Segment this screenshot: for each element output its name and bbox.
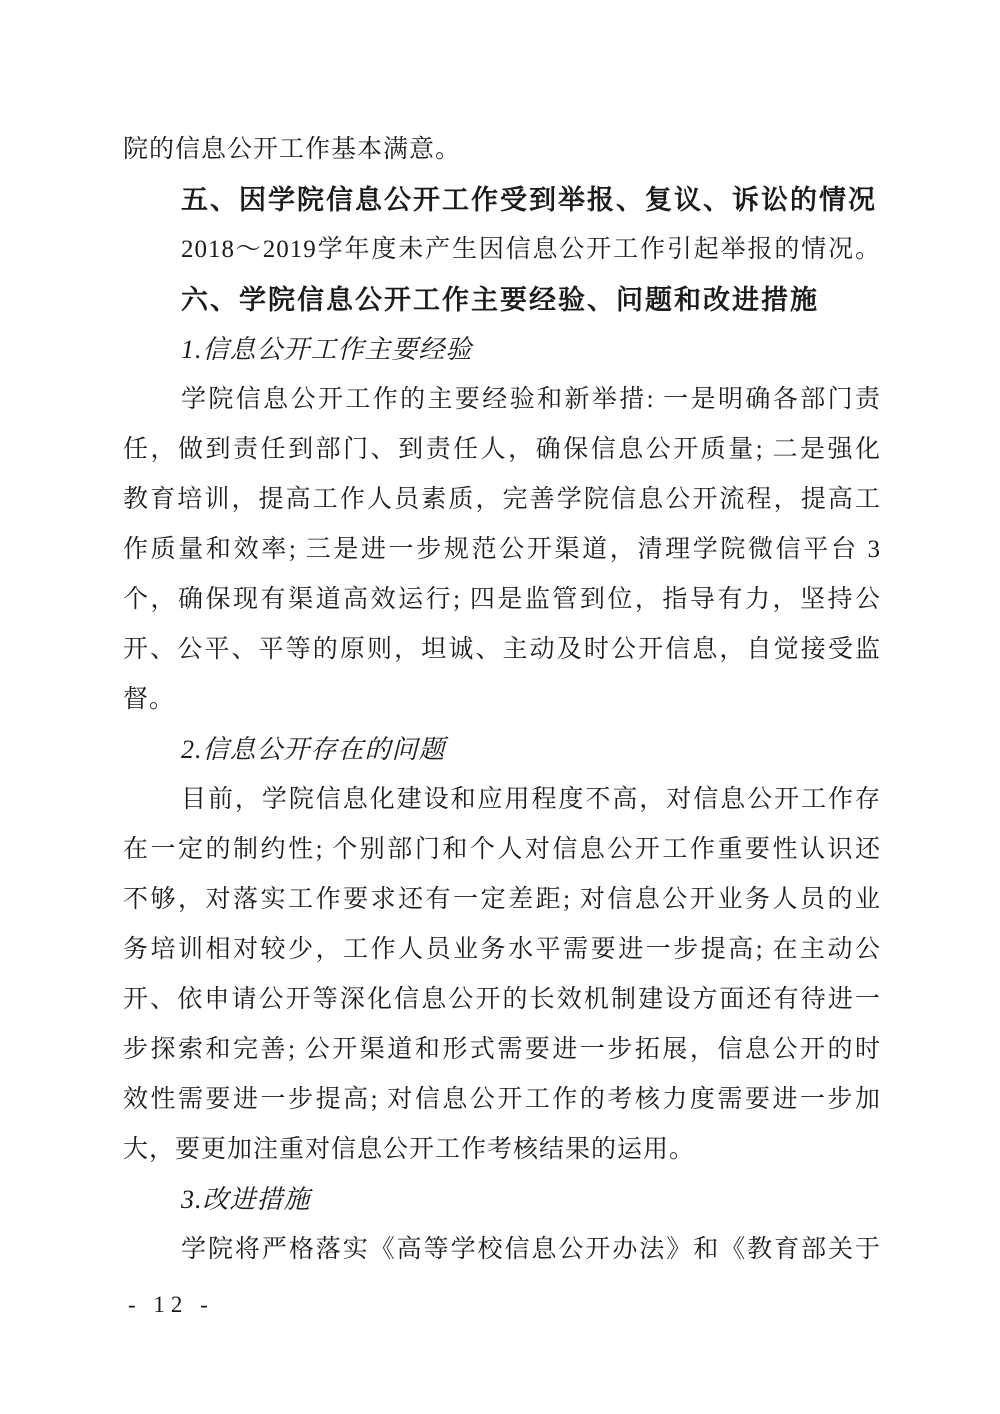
subsection-heading-3: 3.改进措施 <box>181 1185 311 1214</box>
paragraph-line: 个，确保现有渠道高效运行; 四是监管到位，指导有力，坚持公 <box>123 586 881 613</box>
page-number: - 12 - <box>128 1292 214 1317</box>
paragraph-line: 学院信息公开工作的主要经验和新举措: 一是明确各部门责 <box>181 386 881 413</box>
section-heading-5: 五、因学院信息公开工作受到举报、复议、诉讼的情况 <box>181 185 877 215</box>
paragraph-line: 务培训相对较少，工作人员业务水平需要进一步提高; 在主动公 <box>123 936 881 963</box>
paragraph-line: 效性需要进一步提高; 对信息公开工作的考核力度需要进一步加 <box>123 1086 881 1113</box>
paragraph-line: 2018～2019学年度未产生因信息公开工作引起举报的情况。 <box>181 236 881 263</box>
paragraph-line: 不够，对落实工作要求还有一定差距; 对信息公开业务人员的业 <box>123 886 881 913</box>
paragraph-line: 开、依申请公开等深化信息公开的长效机制建设方面还有待进一 <box>123 986 881 1013</box>
paragraph-line: 任，做到责任到部门、到责任人，确保信息公开质量; 二是强化 <box>123 436 881 463</box>
subsection-heading-2: 2.信息公开存在的问题 <box>181 735 446 764</box>
section-heading-6: 六、学院信息公开工作主要经验、问题和改进措施 <box>181 285 819 315</box>
paragraph-line: 大，要更加注重对信息公开工作考核结果的运用。 <box>123 1136 696 1163</box>
subsection-heading-1: 1.信息公开工作主要经验 <box>181 335 473 364</box>
paragraph-line: 教育培训，提高工作人员素质，完善学院信息公开流程，提高工 <box>123 486 881 513</box>
paragraph-line: 在一定的制约性; 个别部门和个人对信息公开工作重要性认识还 <box>123 836 881 863</box>
paragraph-line: 步探索和完善; 公开渠道和形式需要进一步拓展，信息公开的时 <box>123 1036 881 1063</box>
paragraph-line: 督。 <box>123 686 176 713</box>
paragraph-line: 院的信息公开工作基本满意。 <box>123 136 462 163</box>
paragraph-line: 作质量和效率; 三是进一步规范公开渠道，清理学院微信平台 3 <box>123 536 881 563</box>
paragraph-line: 学院将严格落实《高等学校信息公开办法》和《教育部关于 <box>181 1236 881 1263</box>
paragraph-line: 开、公平、平等的原则，坦诚、主动及时公开信息，自觉接受监 <box>123 636 881 663</box>
document-body <box>123 125 881 1275</box>
paragraph-line: 目前，学院信息化建设和应用程度不高，对信息公开工作存 <box>181 786 881 813</box>
